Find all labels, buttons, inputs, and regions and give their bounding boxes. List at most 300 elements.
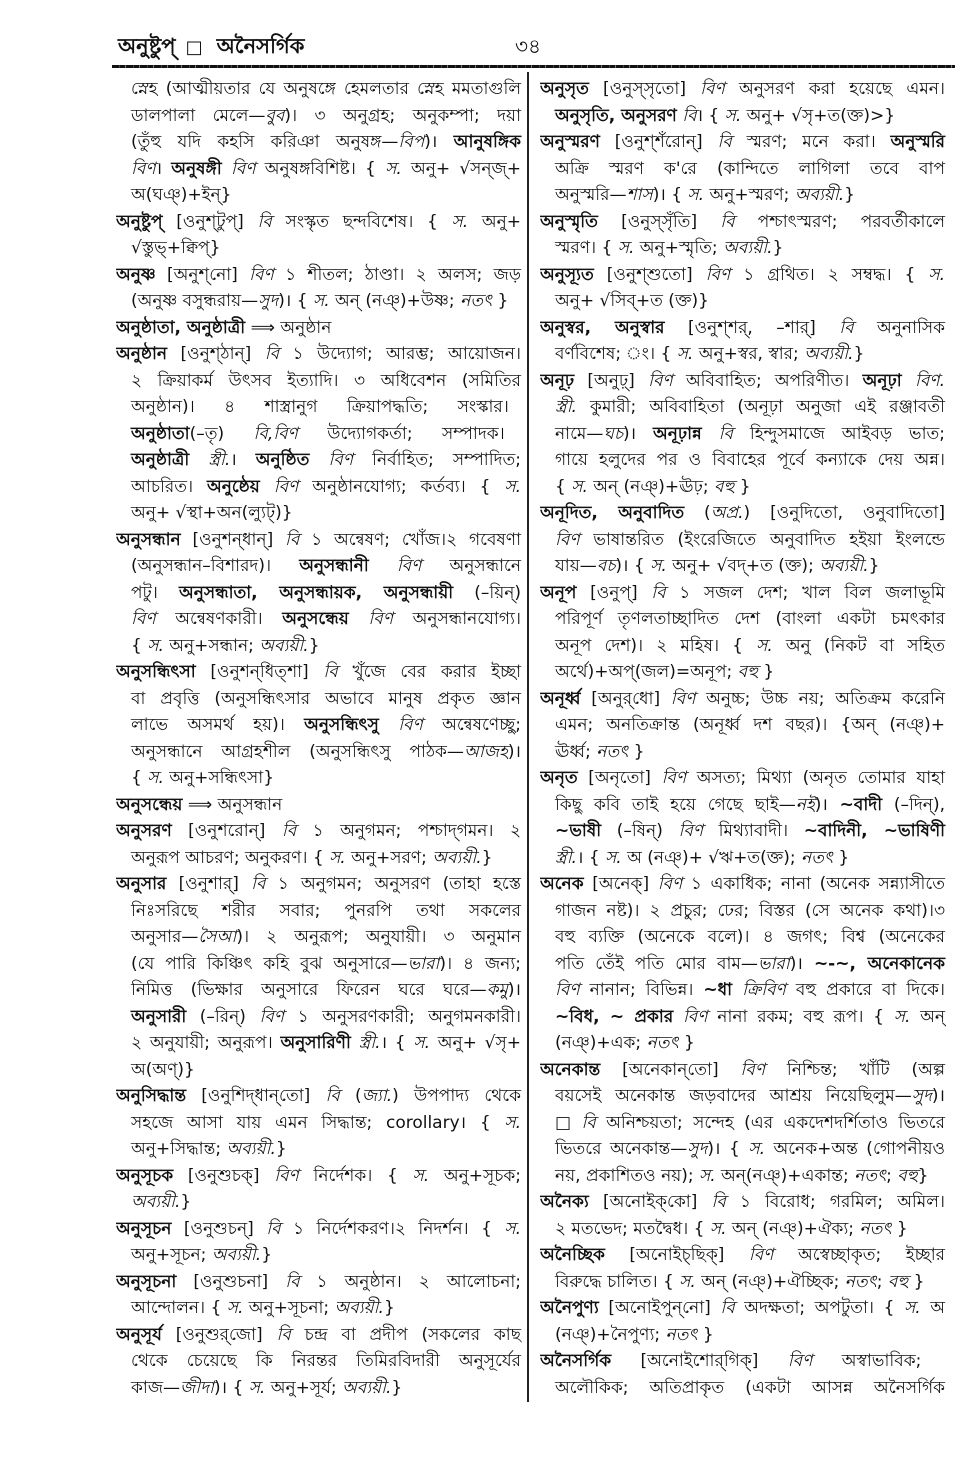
headword: অনুষ্ণ (116, 264, 156, 285)
abbreviation: স. (709, 1218, 727, 1239)
abbreviation: জীদা (180, 1377, 214, 1398)
headword: অনুসূচন (116, 1218, 172, 1239)
line-text: [অনোইশোর্‌গিক্] (611, 1351, 788, 1371)
line-content (116, 792, 282, 819)
headword: অনুষ্ঠান (116, 344, 168, 364)
line-text (902, 371, 915, 391)
line-text: বহু প্রকারে বা দিকে। (785, 980, 945, 1000)
line-text: নির্বাহিত; সম্পাদিত; (353, 450, 522, 470)
line-text: অনু+ (468, 211, 521, 232)
line-text: } (844, 185, 855, 205)
line-content (116, 871, 521, 898)
line-content (131, 394, 509, 421)
line-content (555, 1322, 714, 1349)
entry-line (116, 1295, 522, 1322)
abbreviation: বিণ (740, 1059, 766, 1080)
line-content (131, 1242, 272, 1269)
entry-line (116, 447, 522, 474)
line-text: নিমিত্ত (ভিক্ষার অনুসারে ফিরেন ঘরে ঘরে— (131, 980, 487, 1000)
entry-line (540, 1083, 946, 1110)
headword: অনুসন্ধিৎসু (304, 715, 379, 735)
headword: অনুস্বর, অনুস্বার (540, 317, 665, 338)
headword: ~বাদিনী, ~ভাষিণী (803, 821, 945, 841)
line-text: কাজ— (131, 1377, 181, 1398)
line-text: অনিশ্চয়তা; সন্দেহ (এর একদেশদর্শিতাও ভিতরে (595, 1112, 945, 1133)
abbreviation: নতৎ (460, 291, 493, 311)
abbreviation: নতৎ (801, 847, 834, 868)
abbreviation: বিণ (273, 476, 299, 497)
line-text: পশ্চাৎস্মরণ; পরবর্তীকালে (734, 211, 945, 232)
line-text: আচরিত। (131, 476, 207, 497)
line-content (131, 606, 521, 633)
abbreviation: অব্যয়ী. (226, 1139, 276, 1159)
line-text (351, 1033, 359, 1053)
line-text: অন্(নঞ্)+একান্ত; (715, 1165, 855, 1186)
line-text: □ (555, 1112, 582, 1133)
entry-line (540, 606, 946, 633)
abbreviation: ক্রিবিণ (742, 980, 786, 1000)
line-content (555, 341, 864, 368)
line-content (555, 474, 751, 501)
line-text (673, 1007, 683, 1027)
line-content (116, 1163, 521, 1190)
line-text: )। { (278, 291, 313, 311)
entry-line (540, 341, 946, 368)
abbreviation: বি (285, 1271, 300, 1292)
line-text: অন্বেষণেচ্ছু; (422, 715, 521, 735)
headword: অনুসার (116, 874, 167, 894)
line-text: পটু। (131, 582, 179, 603)
headword: ~বাদী (839, 794, 883, 815)
abbreviation: নতৎ (665, 1324, 698, 1345)
line-text: উদ্যোগকর্তা; সম্পাদক। (297, 423, 505, 444)
line-text: } (697, 1324, 714, 1345)
line-text: (–ষিন্) (601, 821, 679, 841)
line-text: } (908, 1271, 925, 1292)
abbreviation: নতৎ (646, 1033, 679, 1053)
line-text: নিশ্চিন্ত; খাঁটি (অল্প (765, 1059, 946, 1080)
entry-line (540, 288, 946, 315)
line-text: (অনুসন্ধান–বিশারদ)। (131, 556, 300, 576)
line-text (702, 424, 719, 444)
line-text: । { (380, 1033, 414, 1053)
line-text: ২ অনুযায়ী; অনুরূপ। (131, 1033, 281, 1053)
headword: ~-~, অনেকানেক (813, 953, 945, 974)
line-text: } (492, 291, 509, 311)
line-text: অস্বেচ্ছাকৃত; ইচ্ছার (773, 1245, 945, 1265)
entry-line (540, 792, 946, 819)
entry-line (116, 288, 522, 315)
line-content (131, 712, 521, 739)
entry-line (116, 76, 522, 103)
entry-line (116, 500, 522, 527)
line-content (131, 235, 220, 262)
line-text: ( (684, 503, 711, 523)
abbreviation: স. (412, 1165, 430, 1186)
entry-first-line (116, 527, 522, 554)
line-text: ) উপপাদ্য থেকে (392, 1086, 521, 1106)
abbreviation: বহু (714, 476, 735, 497)
entry-first-line (116, 1269, 522, 1296)
line-text: ১ একাধিক; নানা (অনেক সন্ন্যাসীতে (682, 874, 945, 894)
line-text: সংস্কৃত ছন্দবিশেষ। { (271, 211, 452, 232)
abbreviation: বহু (897, 1165, 918, 1186)
headword: অনৈচ্ছিক (540, 1245, 605, 1265)
abbreviation: স্ত্রী. (555, 397, 577, 417)
line-text: } (891, 1218, 908, 1239)
line-text: ১ শীতল; ঠাণ্ডা। ২ অলস; জড় (273, 264, 522, 285)
line-text: [অনেক্] (583, 874, 658, 894)
line-content (131, 76, 521, 103)
line-text: [ওনুশ্‌শুতো] (593, 264, 706, 285)
abbreviation: বিণ (131, 609, 156, 629)
abbreviation: বি (581, 1112, 596, 1133)
entry-line (540, 474, 946, 501)
line-text: অনু+সূচন; (131, 1245, 212, 1265)
abbreviation: বিণ (368, 609, 393, 629)
line-text: অনুষ্ঠান)। ৪ শাস্ত্রানুগ ক্রিয়াপদ্ধতি; সংস্কার। (131, 397, 509, 417)
line-text: [ওনুশিদ্‌ধান্‌তো] (186, 1086, 326, 1106)
line-content (555, 182, 855, 209)
abbreviation: স. (504, 476, 521, 497)
line-content (540, 580, 945, 607)
headword: অনুসূচক (116, 1165, 174, 1186)
line-text: ১ বিরোধ; গরমিল; অমিল। (725, 1192, 945, 1212)
line-text: (নঞ্)+নৈপুণ্য; (555, 1324, 666, 1345)
line-text: } (833, 847, 850, 868)
line-text: নির্দেশক। { (298, 1165, 413, 1186)
entry-line (540, 924, 946, 951)
line-text: )। ২ অনুরূপ; অনুযায়ী। ৩ অনুমান (236, 927, 521, 947)
entry-line (116, 1136, 522, 1163)
line-content (116, 818, 521, 845)
entry-line (116, 553, 522, 580)
entry-line (540, 845, 946, 872)
abbreviation: বিণ (230, 158, 256, 179)
line-content (131, 474, 521, 501)
entry-first-line (540, 1348, 946, 1375)
entry-first-line (116, 792, 522, 819)
line-text: ঊর্ধ্ব; (555, 741, 597, 762)
abbreviation: বুব (265, 105, 285, 126)
abbreviation: বিণ (648, 370, 673, 391)
line-content (555, 421, 945, 448)
line-text: অনেক+অন্ত (গোপনীয়ও (764, 1139, 945, 1159)
line-text: (–য়িন্) (453, 582, 522, 603)
entry-line (540, 182, 946, 209)
line-content (116, 1083, 521, 1110)
line-text: গাজন নষ্ট)। ২ প্রচুর; ঢের; বিস্তর (সে অনেক কথা)।৩ (555, 900, 945, 921)
line-text: [অনৃতো] (577, 768, 662, 788)
line-text: [ওনুস্‌সৃঁতি] (597, 211, 721, 232)
line-content (555, 1030, 695, 1057)
headword: ~ভাষী (555, 821, 602, 841)
entry-line (116, 156, 522, 183)
line-text: } (383, 1298, 395, 1318)
line-text: অন্ (নঞ্)+ঐচ্ছিক; (695, 1271, 845, 1292)
line-text: বয়সেই অনেকান্ত জড়বাদের আশ্রয় নিয়েছিলুম— (555, 1086, 912, 1106)
entry-line (540, 553, 946, 580)
abbreviation: স. (617, 238, 635, 258)
line-text: চন্দ্র বা প্রদীপ (সকলের কাছ (290, 1324, 521, 1345)
line-content (540, 368, 945, 395)
line-text: ; (876, 1271, 888, 1292)
line-text: [অনুঢ়্] (574, 370, 649, 391)
entry-line (116, 977, 522, 1004)
abbreviation: সৈআ (198, 927, 237, 947)
line-text: আন্দোলন। { (131, 1298, 227, 1318)
line-content (116, 315, 331, 342)
page-number: ৩৪ (515, 34, 541, 58)
headword: অনুসন্ধেয় (116, 794, 183, 815)
line-text: পরিপূর্ণ তৃণলতাচ্ছাদিত দেশ (বাংলা একটা চমৎকার (555, 609, 945, 629)
line-content (131, 1110, 521, 1137)
line-content (131, 1189, 191, 1216)
abbreviation: বিণ (396, 556, 422, 576)
line-content (555, 1004, 945, 1031)
abbreviation: বি (266, 1218, 281, 1239)
line-text: ভাষান্তরিত (ইংরেজিতে অনুবাদিত হইয়া ইংলন্ডে (579, 529, 945, 550)
line-content (555, 1136, 945, 1163)
headword: অনুষঙ্গী (171, 158, 222, 179)
line-text: অন্ (নঞ্)+ঊঢ়; (587, 476, 714, 497)
line-content (131, 686, 521, 713)
line-content (131, 924, 521, 951)
abbreviation: স. (893, 1006, 911, 1027)
line-text: অনু+সূচক; (429, 1165, 522, 1186)
line-content (131, 129, 521, 156)
entry-line (116, 898, 522, 925)
line-text: বহু ব্যক্তি (অনেকে বলে)। ৪ জগৎ; বিশ্ব (অনেকের (555, 927, 945, 947)
line-text: অনুসন্ধানে আগ্রহশীল (অনুসন্ধিৎসু পাঠক— (131, 741, 464, 762)
entry-first-line (540, 76, 946, 103)
abbreviation: স. (904, 1298, 921, 1318)
line-text: ২ মতভেদ; মতদ্বৈধ। { (555, 1218, 710, 1239)
line-content (131, 739, 521, 766)
entry-first-line (540, 1057, 946, 1084)
abbreviation: স. (147, 768, 164, 788)
entry-line (540, 951, 946, 978)
line-content (131, 1030, 521, 1057)
line-text: )। (507, 980, 521, 1000)
headword: অনুসৃত (540, 79, 589, 99)
entry-line (116, 1004, 522, 1031)
line-content (131, 977, 521, 1004)
line-text: অবিবাহিত; অপরিণীত। (672, 370, 863, 391)
line-content (116, 262, 521, 289)
line-text: ১ অনুষ্ঠান। ২ আলোচনা; (299, 1271, 521, 1292)
line-content (116, 1269, 521, 1296)
entry-first-line (540, 1242, 946, 1269)
abbreviation: নতৎ (859, 1218, 892, 1239)
abbreviation: বিণ (555, 529, 580, 550)
line-text: অনু+সূচনা; (243, 1298, 335, 1318)
line-content (116, 1322, 521, 1349)
entry-line (540, 1030, 946, 1057)
headword: অনুস্মরণ (540, 132, 600, 152)
line-text: নানা রকম; বহু রূপ। { (707, 1006, 894, 1027)
line-content (555, 235, 783, 262)
line-content (540, 686, 945, 713)
line-text: অন্ (নঞ্)+উষ্ণ; (329, 291, 461, 311)
entry-line (116, 421, 522, 448)
line-text: অনু+স্বর, স্বার; (693, 344, 805, 364)
entry-first-line (116, 1216, 522, 1243)
line-content (131, 421, 505, 448)
line-text: ১ নির্দেশকরণ।২ নিদর্শন। { (280, 1218, 505, 1239)
first-guide-word: অনুষ্টুপ্ (118, 34, 176, 58)
headword: অনুসিদ্ধান্ত (116, 1086, 187, 1106)
headword: অনৃত (540, 768, 578, 788)
line-text: [ওনুশার্] (166, 874, 252, 894)
abbreviation: বিণ (700, 79, 725, 99)
line-content (555, 1269, 924, 1296)
line-text: ১ অনুগমন; অনুসরণ (তাহা হস্তে (265, 874, 521, 894)
line-text: কিছু কবি তাই হয়ে গেছে ছাই— (555, 794, 796, 815)
line-text: } (275, 1139, 287, 1159)
line-content (555, 924, 945, 951)
line-text: } (734, 476, 751, 497)
line-text: অনুষ্ঠানযোগ্য; কর্তব্য। { (298, 476, 505, 497)
line-content (555, 288, 709, 315)
line-content (540, 1295, 945, 1322)
headword: অনুসন্ধানী (299, 556, 369, 576)
line-text: )। { (213, 1377, 249, 1398)
abbreviation: বিণ (787, 1351, 813, 1371)
abbreviation: আজহ (463, 741, 508, 762)
abbreviation: বি (720, 211, 735, 232)
line-content (131, 1057, 195, 1084)
line-content (131, 765, 274, 792)
line-text: [ওনুস্‌সৃতো] (588, 79, 701, 99)
entry-line (540, 394, 946, 421)
line-text: অর্থে)+অপ্(জল)=অনূপ; (555, 662, 738, 682)
abbreviation: সুদ (687, 1139, 708, 1159)
line-content (131, 951, 521, 978)
line-content (116, 209, 521, 236)
line-text: [অনোইপুন্‌নো] (598, 1298, 721, 1318)
line-text (309, 450, 328, 470)
abbreviation: স. (329, 847, 346, 868)
abbreviation: ঘচ (603, 423, 624, 444)
line-content (116, 341, 521, 368)
line-text: } (757, 662, 775, 682)
line-text: (অনুষ্ণ বসুন্ধরায়— (131, 291, 259, 311)
headword: অনেকান্ত (540, 1059, 601, 1080)
entry-line (116, 1375, 522, 1402)
line-text: । { (696, 105, 725, 126)
line-text: } (772, 238, 784, 258)
line-text: ; (886, 1165, 898, 1186)
line-text: )। (507, 741, 521, 762)
line-text: } (853, 344, 865, 364)
entry-first-line (540, 580, 946, 607)
headword: ~ধা (703, 980, 733, 1000)
headword: অনুসূর্য (116, 1324, 162, 1345)
left-column (116, 76, 522, 1401)
line-text: নানান; বিভিন্ন। (579, 980, 704, 1000)
line-text: } (261, 1245, 273, 1265)
line-text: অনুসন্ধানে (421, 556, 521, 576)
line-text: অ(অণ্)} (131, 1059, 195, 1080)
line-text: অনুসন্ধানযোগ্য। (393, 609, 522, 629)
line-text: ( (339, 1086, 362, 1106)
abbreviation: স্ত্রী. (208, 450, 231, 470)
line-content (116, 659, 521, 686)
abbreviation: অব্যয়ী. (432, 847, 482, 868)
headword: অনুসন্ধাতা, অনুসন্ধায়ক, অনুসন্ধায়ী (179, 582, 454, 603)
abbreviation: স. (756, 635, 773, 656)
abbreviation: ভারা (407, 953, 440, 974)
entry-line (116, 103, 522, 130)
line-content (131, 1136, 287, 1163)
entry-line (540, 1216, 946, 1243)
entry-line (116, 182, 522, 209)
abbreviation: বিণ. (914, 370, 945, 391)
line-content (555, 633, 945, 660)
line-text: )। { (652, 185, 688, 205)
entry-line (540, 235, 946, 262)
line-content (555, 1110, 945, 1137)
line-text: স্মরণ; মনে করা। (731, 132, 891, 152)
entry-line (116, 712, 522, 739)
line-content (540, 765, 945, 792)
line-content (540, 1348, 921, 1375)
entry-line (540, 447, 946, 474)
abbreviation: বিণ (678, 821, 704, 841)
abbreviation: স. (413, 1033, 431, 1053)
abbreviation: বি (325, 1086, 340, 1106)
line-content (540, 315, 945, 342)
line-content (131, 288, 508, 315)
headword: অনূঢ়ান্ন (653, 423, 702, 444)
abbreviation: ভারা (757, 953, 790, 974)
abbreviation: বিণ (705, 264, 731, 285)
line-content (555, 1083, 945, 1110)
line-text (189, 450, 208, 470)
line-text: [ওনুশ্‌শর্, –শার্] (664, 317, 840, 338)
line-content (555, 394, 945, 421)
headword: অনেক (540, 874, 584, 894)
line-content (555, 818, 945, 845)
entry-line (540, 977, 946, 1004)
abbreviation: স. (385, 158, 402, 179)
line-text: ১ অন্বেষণ; খোঁজ।২ গবেষণা (299, 529, 521, 550)
line-content (540, 129, 945, 156)
line-text: ডালপালা মেলে— (131, 105, 266, 126)
line-text: )। ৩ অনুগ্রহ; অনুকম্পা; দয়া (284, 105, 521, 126)
line-text: (নঞ্)+এক; (555, 1033, 647, 1053)
line-text: ⟹ অনুষ্ঠান (245, 317, 332, 338)
abbreviation: বি (718, 423, 733, 444)
entry-first-line (116, 341, 522, 368)
line-text: অ (920, 1298, 945, 1318)
entry-line (540, 1110, 946, 1137)
entry-line (116, 1348, 522, 1375)
line-text: ⟹ অনুসন্ধান (182, 794, 283, 815)
entry-first-line (116, 1083, 522, 1110)
abbreviation: বিণ (131, 158, 156, 179)
abbreviation: স. (147, 635, 164, 656)
line-content (116, 527, 521, 554)
abbreviation: অব্যয়ী. (342, 1377, 392, 1398)
line-text: খুঁজে বের করার ইচ্ছা (337, 662, 521, 682)
line-content (131, 1004, 521, 1031)
abbreviation: বিণ (259, 1006, 285, 1027)
line-text: অস্বাভাবিক; (812, 1351, 922, 1371)
abbreviation: বি (251, 874, 266, 894)
line-content (131, 500, 293, 527)
